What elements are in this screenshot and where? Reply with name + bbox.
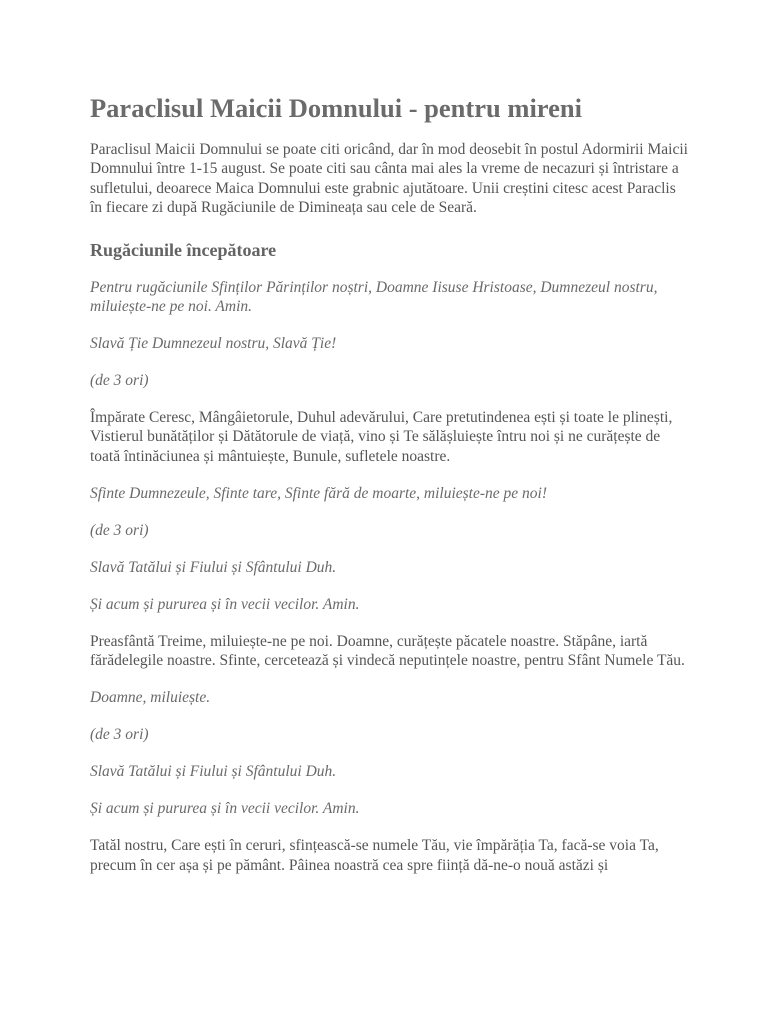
prayer-paragraph: Slavă Tatălui și Fiului și Sfântului Duh. bbox=[90, 558, 337, 576]
prayer-paragraph: Tatăl nostru, Care ești în ceruri, sfințească-se numele Tău, vie împărăția Ta, facă-se voia Ta, precum în cer așa și pe pământ. Pâinea noastră cea spre ființă dă-ne-o nouă astăzi și bbox=[90, 837, 659, 874]
repeat-note: (de 3 ori) bbox=[90, 521, 149, 539]
section-heading: Rugăciunile începătoare bbox=[90, 239, 277, 260]
prayer-paragraph: Pentru rugăciunile Sfinților Părinților noștri, Doamne Iisuse Hristoase, Dumnezeul nostru, miluiește-ne pe noi. Amin. bbox=[90, 278, 658, 316]
page-title: Paraclisul Maicii Domnului - pentru mireni bbox=[90, 93, 582, 123]
repeat-note: (de 3 ori) bbox=[90, 372, 149, 390]
intro-paragraph: Paraclisul Maicii Domnului se poate citi oricând, dar în mod deosebit în postul Adormirii Maicii Domnului între 1-15 august. Se poate citi sau cânta mai ales la vreme de necazuri și întristare a sufletului, deoarece Maica Domnului este grabnic ajutătoare. Unii creștini citesc acest Paraclis în fiecare zi după Rugăciunile de Dimineața sau cele de Seară. bbox=[90, 141, 688, 217]
prayer-paragraph: Preasfântă Treime, miluiește-ne pe noi. Doamne, curățește păcatele noastre. Stăpâne, iartă fărădelegile noastre. Sfinte, cercetează și vindecă neputințele noastre, pentru Sfânt Numele Tău. bbox=[90, 632, 685, 670]
prayer-paragraph: Slavă Tatălui și Fiului și Sfântului Duh. bbox=[90, 763, 337, 781]
prayer-paragraph: Împărate Ceresc, Mângâietorule, Duhul adevărului, Care pretutindenea ești și toate le plinești, Vistierul bunătăților și Dătătorule de viață, vino și Te sălășluiește întru noi și ne curățește de toată întinăciunea și mântuiește, Bunule, sufletele noastre. bbox=[90, 409, 673, 465]
document-page bbox=[90, 0, 690, 875]
prayer-paragraph: Și acum și pururea și în vecii vecilor. Amin. bbox=[90, 595, 360, 613]
prayer-paragraph: Doamne, miluiește. bbox=[90, 689, 211, 707]
prayer-paragraph: Și acum și pururea și în vecii vecilor. Amin. bbox=[90, 800, 360, 818]
prayer-paragraph: Sfinte Dumnezeule, Sfinte tare, Sfinte fără de moarte, miluiește-ne pe noi! bbox=[90, 484, 548, 502]
prayer-paragraph: Slavă Ție Dumnezeul nostru, Slavă Ție! bbox=[90, 335, 337, 353]
repeat-note: (de 3 ori) bbox=[90, 726, 149, 744]
